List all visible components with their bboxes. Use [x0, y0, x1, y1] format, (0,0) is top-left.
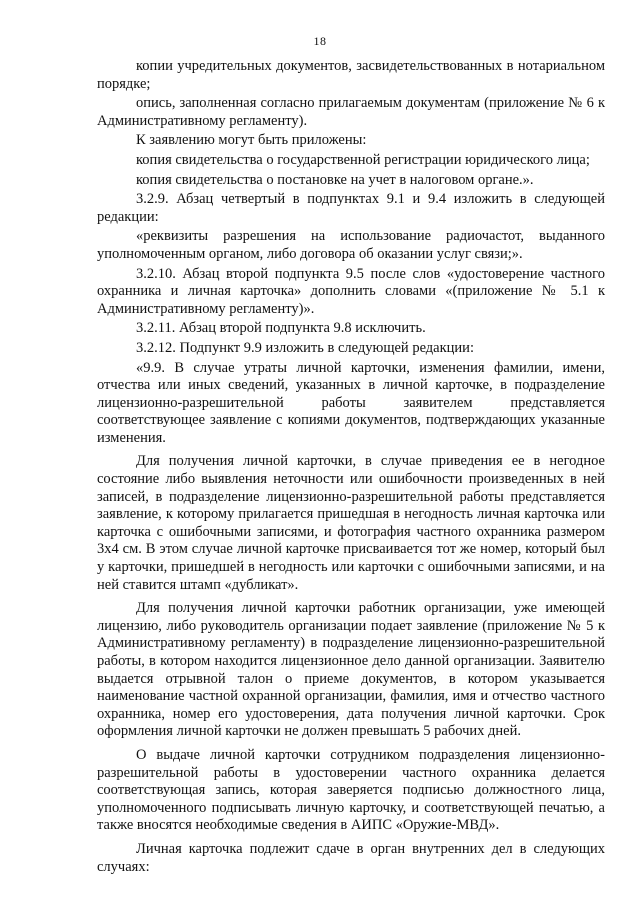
paragraph-obtaining-card: Для получения личной карточки работник организации, уже имеющей лицензию, либо руководитель организации подает заявление (приложение № 5 к Административному регламенту) в подразделение лицензионно-разрешительной работы, в котором находится лицензионное дело данной организации. Заявителю выдается отрывной талон о приеме документов, в котором указывается наименование частной охранной организации, фамилия, имя и отчество частного охранника, номер его удостоверения, дата получения личной карточки. Срок оформления личной карточки не должен превышать 5 рабочих дней.	[97, 600, 605, 740]
paragraph-3-2-10: 3.2.10. Абзац второй подпункта 9.5 после слов «удостоверение частного охранника и личная карточка» дополнить словами «(приложение № 5.1 к Административному регламенту)».	[97, 265, 605, 317]
page-number: 18	[313, 34, 327, 48]
paragraph-3-2-12: 3.2.12. Подпункт 9.9 изложить в следующей редакции:	[136, 339, 474, 356]
paragraph-radio-permit: «реквизиты разрешения на использование радиочастот, выданного уполномоченным органом, либо договора об оказании услуг связи;».	[97, 228, 605, 262]
paragraph-surrender-cases: Личная карточка подлежит сдаче в орган внутренних дел в следующих случаях:	[97, 840, 605, 875]
paragraph-may-attach: К заявлению могут быть приложены:	[136, 132, 367, 149]
paragraph-founding-documents: копии учредительных документов, засвидетельствованных в нотариальном порядке;	[97, 58, 605, 92]
paragraph-tax-copy: копия свидетельства о постановке на учет в налоговом органе.».	[136, 171, 534, 188]
paragraph-9-9: «9.9. В случае утраты личной карточки, изменения фамилии, имени, отчества или иных сведений, указанных в личной карточке, в подразделение лицензионно-разрешительной работы заявителем представляется соответствующее заявление с копиями документов, подтверждающих указанные изменения.	[97, 359, 605, 446]
paragraph-3-2-11: 3.2.11. Абзац второй подпункта 9.8 исключить.	[136, 320, 426, 337]
paragraph-duplicate-card: Для получения личной карточки, в случае приведения ее в негодное состояние либо выявления неточности или ошибочности произведенных в ней записей, в подразделение лицензионно-разрешительной работы представляется заявление, к которому прилагается пришедшая в негодность личная карточка или карточка с ошибочными записями, и фотография частного охранника размером 3x4 см. В этом случае личной карточке присваивается тот же номер, который был у карточки, пришедшей в негодность или карточки с ошибочными записями, и на ней ставится штамп «дубликат».	[97, 453, 605, 593]
paragraph-inventory: опись, заполненная согласно прилагаемым документам (приложение № 6 к Административному регламенту).	[97, 95, 605, 129]
document-body	[97, 58, 605, 876]
paragraph-3-2-9: 3.2.9. Абзац четвертый в подпунктах 9.1 и 9.4 изложить в следующей редакции:	[97, 191, 605, 225]
paragraph-registration-copy: копия свидетельства о государственной регистрации юридического лица;	[136, 151, 590, 168]
paragraph-issuance-record: О выдаче личной карточки сотрудником подразделения лицензионно-разрешительной работы в удостоверении частного охранника делается соответствующая запись, которая заверяется подписью должностного лица, уполномоченного подписывать личную карточку, и соответствующей печатью, а также вносятся необходимые сведения в АИПС «Оружие-МВД».	[97, 746, 605, 834]
